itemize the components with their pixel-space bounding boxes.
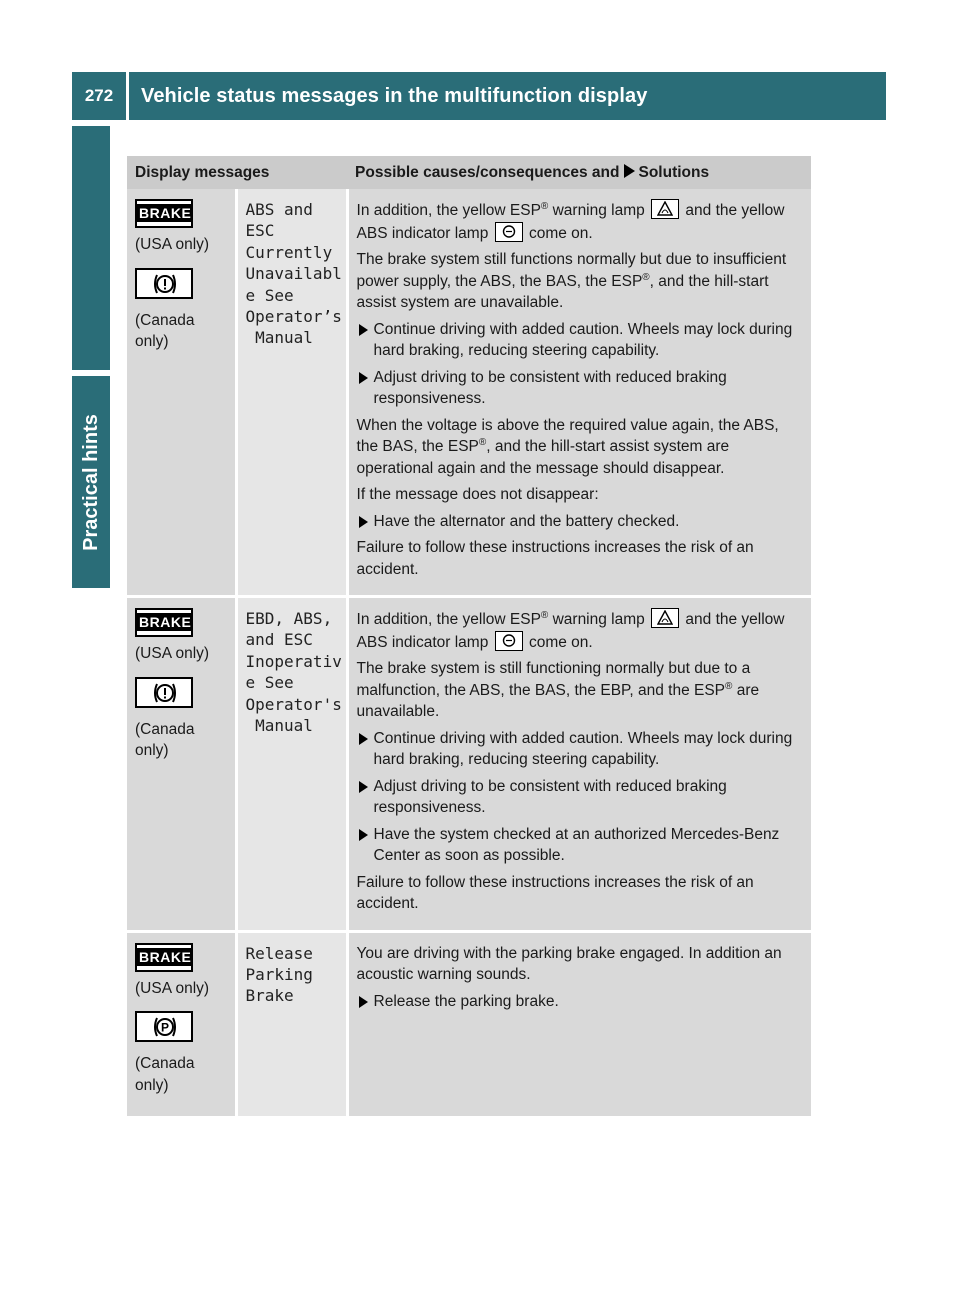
message-cell (236, 189, 347, 597)
table-row (127, 931, 811, 1116)
solutions-cell (347, 597, 811, 932)
brake-exclamation-icon (135, 677, 193, 708)
paragraph: If the message does not disappear: (356, 486, 599, 503)
abs-indicator-icon (495, 631, 523, 651)
bullet-item: Continue driving with added caution. Wheels may lock during hard braking, reducing steering capability. (357, 728, 804, 771)
section-label-text: Practical hints (79, 413, 102, 551)
page-title: Vehicle status messages in the multifunction display (141, 84, 648, 107)
display-icons-cell (127, 597, 236, 932)
page-header (72, 72, 886, 120)
brake-warning-icon: BRAKE (135, 943, 193, 972)
canada-note: (Canada only) (135, 720, 195, 759)
display-icons-cell (127, 189, 236, 597)
canada-note: (Canada only) (135, 311, 195, 350)
paragraph: Failure to follow these instructions increases the risk of an accident. (356, 873, 754, 912)
display-message: Release Parking Brake (245, 943, 313, 1006)
parking-brake-icon (135, 1011, 193, 1042)
brake-exclamation-icon (135, 268, 193, 299)
status-messages-table (127, 156, 811, 1116)
bullet-item: Adjust driving to be consistent with reduced braking responsiveness. (357, 776, 804, 819)
table-row (127, 597, 811, 932)
bullet-item: Adjust driving to be consistent with reduced braking responsiveness. (357, 367, 804, 410)
header-causes-solutions: Possible causes/consequences and Solutions (347, 156, 811, 189)
solutions-cell (347, 931, 811, 1116)
brake-warning-icon: BRAKE (135, 608, 193, 637)
svg-text:P: P (160, 1020, 170, 1035)
bullet-item: Release the parking brake. (357, 991, 804, 1013)
paragraph: In addition, the yellow ESP® warning lamp and the yellow ABS indicator lamp come on. (356, 610, 785, 651)
table-row (127, 189, 811, 597)
message-cell (236, 597, 347, 932)
esp-warning-triangle-icon (651, 199, 679, 219)
solutions-cell (347, 189, 811, 597)
brake-warning-icon: BRAKE (135, 199, 193, 228)
bullet-item: Have the system checked at an authorized Mercedes-Benz Center as soon as possible. (357, 824, 804, 867)
paragraph: In addition, the yellow ESP® warning lamp and the yellow ABS indicator lamp come on. (356, 201, 785, 242)
arrow-icon (624, 164, 635, 178)
bullet-item: Have the alternator and the battery checked. (357, 511, 804, 533)
table-header-row (127, 156, 811, 189)
sidebar-section-label (72, 376, 110, 588)
usa-note: (USA only) (135, 645, 210, 662)
paragraph: The brake system still functions normally but due to insufficient power supply, the ABS, the BAS, the ESP®, and the hill-start assist system are unavailable. (356, 251, 787, 311)
sidebar-tab-block (72, 126, 110, 370)
page-number: 272 (84, 86, 114, 105)
paragraph: Failure to follow these instructions increases the risk of an accident. (356, 539, 754, 578)
paragraph: You are driving with the parking brake engaged. In addition an acoustic warning sounds. (356, 944, 782, 983)
paragraph: When the voltage is above the required value again, the ABS, the BAS, the ESP®, and the hill-start assist system are operational again and the message should disappear. (356, 416, 779, 477)
esp-warning-triangle-icon (651, 608, 679, 628)
usa-note: (USA only) (135, 236, 210, 253)
canada-note: (Canada only) (135, 1055, 195, 1094)
display-message: ABS and ESC Currently Unavailabl e See Operator’s Manual (245, 200, 342, 348)
header-display-messages: Display messages (127, 156, 347, 189)
usa-note: (USA only) (135, 979, 210, 997)
bullet-item: Continue driving with added caution. Wheels may lock during hard braking, reducing steering capability. (357, 319, 804, 362)
abs-indicator-icon (495, 222, 523, 242)
message-cell (236, 931, 347, 1116)
display-icons-cell (127, 931, 236, 1116)
display-message: EBD, ABS, and ESC Inoperativ e See Operator's Manual (245, 609, 342, 736)
paragraph: The brake system is still functioning normally but due to a malfunction, the ABS, the BAS, the EBP, and the ESP® are unavailable. (356, 660, 760, 720)
